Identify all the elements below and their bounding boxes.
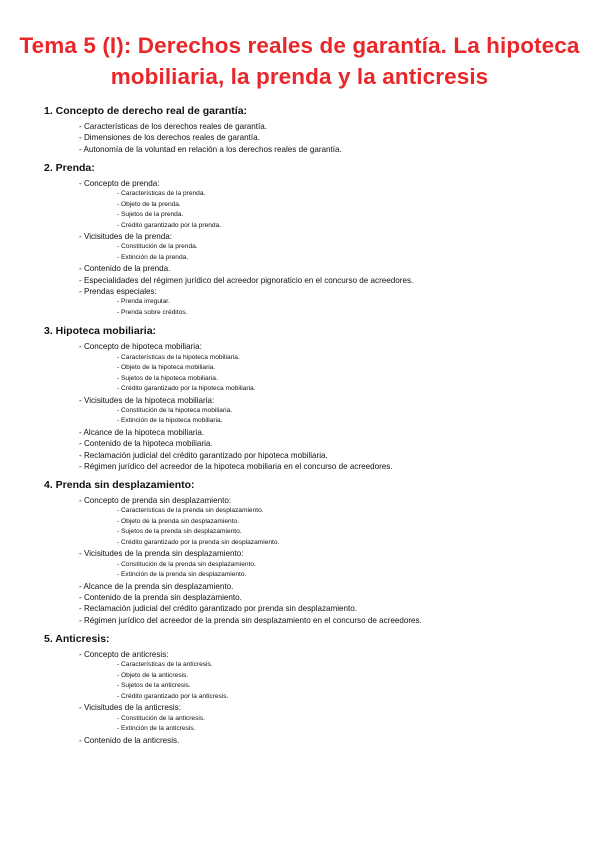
list-item: - Reclamación judicial del crédito garantizado por prenda sin desplazamiento. [79, 604, 358, 614]
sub-list-item: - Sujetos de la prenda. [117, 211, 184, 219]
page-title: Tema 5 (I): Derechos reales de garantía. La hipoteca mobiliaria, la prenda y la anticresis [19, 33, 580, 89]
list-item: - Alcance de la prenda sin desplazamiento. [79, 581, 234, 591]
sub-list-item: - Extinción de la prenda sin desplazamiento. [117, 571, 247, 579]
sub-list-item: - Objeto de la hipoteca mobiliaria. [117, 364, 216, 372]
list-item: - Características de los derechos reales de garantía. [79, 122, 268, 131]
sub-list-item: - Características de la anticresis. [117, 661, 213, 669]
section-1 [44, 105, 584, 155]
list-item: - Autonomía de la voluntad en relación a los derechos reales de garantía. [79, 144, 342, 154]
outline-list [44, 495, 584, 626]
list-item: - Concepto de prenda sin desplazamiento: [79, 496, 232, 506]
sub-list-item: - Crédito garantizado por la anticresis. [117, 692, 229, 700]
sub-list-item: - Extinción de la hipoteca mobiliaria. [117, 417, 223, 425]
section-heading: 2. Prenda: [44, 161, 95, 174]
sub-list-item: - Extinción de la anticresis. [117, 725, 196, 733]
list-item: - Contenido de la anticresis. [79, 735, 180, 745]
list-item: - Reclamación judicial del crédito garantizado por hipoteca mobiliaria. [79, 450, 328, 460]
section-heading: 3. Hipoteca mobiliaria: [44, 325, 157, 338]
outline-list [44, 341, 584, 472]
section-heading: 4. Prenda sin desplazamiento: [44, 479, 195, 492]
list-item: - Especialidades del régimen jurídico del acreedor pignoraticio en el concurso de acreedores. [79, 275, 414, 285]
document-body [44, 105, 584, 753]
list-item: - Contenido de la prenda sin desplazamiento. [79, 593, 242, 603]
section-heading: 1. Concepto de derecho real de garantía: [44, 105, 248, 117]
sub-list-item: - Características de la hipoteca mobiliaria. [117, 353, 240, 361]
outline-list [44, 121, 584, 155]
list-item: - Régimen jurídico del acreedor de la hipoteca mobiliaria en el concurso de acreedores. [79, 461, 393, 471]
outline-list [44, 649, 584, 746]
sub-list-item: - Crédito garantizado por la hipoteca mobiliaria. [117, 385, 256, 393]
sub-list-item: - Prenda irregular. [117, 298, 170, 306]
sub-list-item: - Objeto de la prenda sin desplazamiento. [117, 517, 240, 525]
list-item: - Alcance de la hipoteca mobiliaria. [79, 427, 205, 437]
sub-list-item: - Constitución de la prenda. [117, 243, 198, 251]
section-5 [44, 633, 584, 746]
list-item: - Vicisitudes de la hipoteca mobiliaria: [79, 395, 215, 405]
sub-list-item: - Sujetos de la prenda sin desplazamiento. [117, 528, 242, 536]
sub-list-item: - Objeto de la prenda. [117, 200, 181, 208]
sub-list-item: - Sujetos de la hipoteca mobiliaria. [117, 374, 218, 382]
outline-list [44, 178, 584, 318]
sub-list-item: - Características de la prenda sin desplazamiento. [117, 507, 264, 515]
section-2 [44, 162, 584, 318]
list-item: - Dimensiones de los derechos reales de garantía. [79, 133, 260, 143]
list-item: - Concepto de prenda: [79, 178, 160, 188]
list-item: - Contenido de la hipoteca mobiliaria. [79, 439, 213, 449]
section-heading: 5. Anticresis: [44, 632, 110, 645]
list-item: - Concepto de anticresis: [79, 649, 169, 659]
list-item: - Régimen jurídico del acreedor de la prenda sin desplazamiento en el concurso de acreedores. [79, 615, 422, 625]
list-item: - Concepto de hipoteca mobiliaria: [79, 342, 202, 352]
sub-list-item: - Constitución de la hipoteca mobiliaria. [117, 406, 233, 414]
section-3 [44, 325, 584, 472]
list-item: - Prendas especiales: [79, 287, 157, 297]
section-4 [44, 479, 584, 626]
list-item: - Contenido de la prenda. [79, 264, 171, 274]
sub-list-item: - Constitución de la prenda sin desplazamiento. [117, 560, 256, 568]
list-item: - Vicisitudes de la prenda sin desplazamiento: [79, 549, 244, 559]
sub-list-item: - Prenda sobre créditos. [117, 308, 188, 316]
sub-list-item: - Sujetos de la anticresis. [117, 682, 191, 690]
sub-list-item: - Extinción de la prenda. [117, 253, 189, 261]
list-item: - Vicisitudes de la anticresis: [79, 703, 181, 713]
sub-list-item: - Características de la prenda. [117, 190, 206, 198]
list-item: - Vicisitudes de la prenda: [79, 232, 172, 242]
sub-list-item: - Objeto de la anticresis. [117, 671, 189, 679]
sub-list-item: - Crédito garantizado por la prenda sin desplazamiento. [117, 538, 280, 546]
sub-list-item: - Crédito garantizado por la prenda. [117, 221, 222, 229]
sub-list-item: - Constitución de la anticresis. [117, 714, 205, 722]
